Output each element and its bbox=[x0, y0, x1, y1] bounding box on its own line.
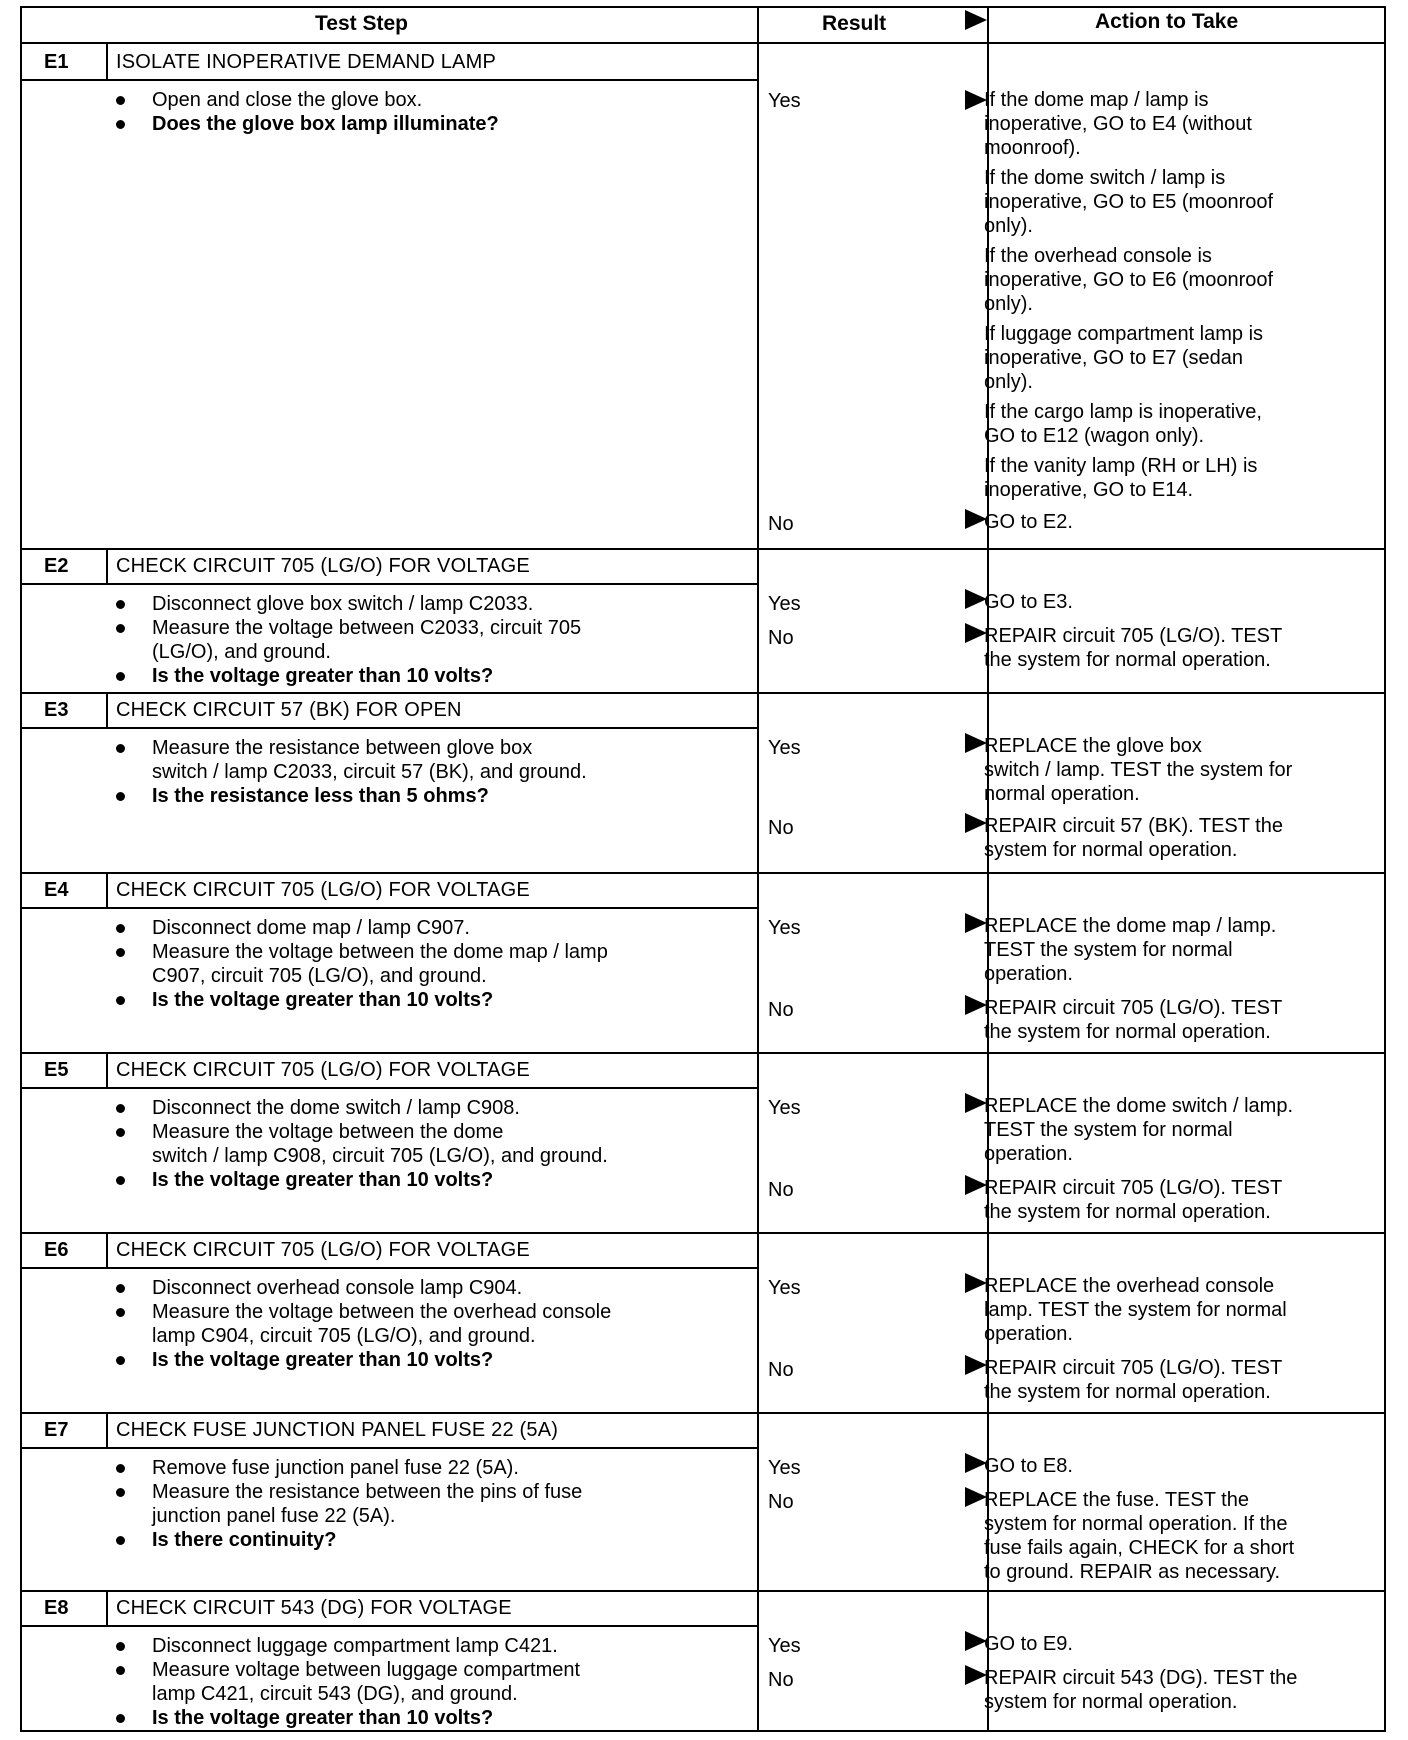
step-e2-top-border bbox=[20, 548, 1386, 550]
bullet-dot-icon bbox=[116, 600, 125, 609]
step-e1-yes-action-line: If the dome map / lamp is bbox=[984, 89, 1209, 111]
step-e8-id-divider bbox=[106, 1590, 108, 1626]
step-e1-title: ISOLATE INOPERATIVE DEMAND LAMP bbox=[116, 51, 496, 73]
step-e2-no-action-line: the system for normal operation. bbox=[984, 649, 1271, 671]
step-e4-top-border bbox=[20, 872, 1386, 874]
step-e5-top-border bbox=[20, 1052, 1386, 1054]
step-e3-yes-action-line: normal operation. bbox=[984, 783, 1140, 805]
step-e6-bullet-text: Measure the voltage between the overhead console bbox=[152, 1301, 612, 1323]
step-e8-yes-label: Yes bbox=[768, 1635, 801, 1657]
step-e6-yes-action-line: REPLACE the overhead console bbox=[984, 1275, 1275, 1297]
step-e2-bullet-text: Measure the voltage between C2033, circuit 705 bbox=[152, 617, 582, 639]
bullet-dot-icon bbox=[116, 120, 125, 129]
step-e2-yes-action-line: GO to E3. bbox=[984, 591, 1073, 613]
step-e6-bullet-text: Disconnect overhead console lamp C904. bbox=[152, 1277, 523, 1299]
step-e5-id: E5 bbox=[44, 1059, 69, 1081]
step-e7-bullet-text: junction panel fuse 22 (5A). bbox=[152, 1505, 396, 1527]
step-e3-title: CHECK CIRCUIT 57 (BK) FOR OPEN bbox=[116, 699, 462, 721]
header-result: Result bbox=[822, 12, 887, 35]
step-e8-no-label: No bbox=[768, 1669, 794, 1691]
step-e6-yes-label: Yes bbox=[768, 1277, 801, 1299]
step-e8-title: CHECK CIRCUIT 543 (DG) FOR VOLTAGE bbox=[116, 1597, 512, 1619]
step-e6-title: CHECK CIRCUIT 705 (LG/O) FOR VOLTAGE bbox=[116, 1239, 530, 1261]
step-e8-bullet-text: lamp C421, circuit 543 (DG), and ground. bbox=[152, 1683, 518, 1705]
step-e3-yes-action-line: switch / lamp. TEST the system for bbox=[984, 759, 1293, 781]
bullet-dot-icon bbox=[116, 1714, 125, 1723]
step-e8-yes-action-line: GO to E9. bbox=[984, 1633, 1073, 1655]
bullet-dot-icon bbox=[116, 1642, 125, 1651]
step-e3-bullet-text: Measure the resistance between glove box bbox=[152, 737, 533, 759]
step-e8-bullet-text: Measure voltage between luggage compartment bbox=[152, 1659, 581, 1681]
step-e5-yes-action-line: REPLACE the dome switch / lamp. bbox=[984, 1095, 1294, 1117]
step-e1-yes-action-line: only). bbox=[984, 293, 1033, 315]
step-e5-question-text: Is the voltage greater than 10 volts? bbox=[152, 1169, 494, 1191]
step-e2-id: E2 bbox=[44, 555, 69, 577]
step-e6-question-text: Is the voltage greater than 10 volts? bbox=[152, 1349, 494, 1371]
step-e6-yes-action-line: lamp. TEST the system for normal bbox=[984, 1299, 1287, 1321]
header-arrow-icon bbox=[965, 10, 987, 30]
step-e2-id-divider bbox=[106, 548, 108, 584]
step-e4-bullet-text: Disconnect dome map / lamp C907. bbox=[152, 917, 470, 939]
step-e4-no-label: No bbox=[768, 999, 794, 1021]
step-e1-id-divider bbox=[106, 44, 108, 80]
step-e2-title-divider bbox=[20, 583, 757, 585]
bullet-dot-icon bbox=[116, 1464, 125, 1473]
step-e6-no-action-line: REPAIR circuit 705 (LG/O). TEST bbox=[984, 1357, 1283, 1379]
header-divider bbox=[20, 42, 1386, 44]
step-e8-bullet-text: Disconnect luggage compartment lamp C421. bbox=[152, 1635, 558, 1657]
step-e7-no-action-line: to ground. REPAIR as necessary. bbox=[984, 1561, 1281, 1583]
step-e2-no-action-line: REPAIR circuit 705 (LG/O). TEST bbox=[984, 625, 1283, 647]
step-e8-id: E8 bbox=[44, 1597, 69, 1619]
step-e1-question-text: Does the glove box lamp illuminate? bbox=[152, 113, 499, 135]
step-e7-title-divider bbox=[20, 1447, 757, 1449]
bullet-dot-icon bbox=[116, 1666, 125, 1675]
step-e5-bullet-text: switch / lamp C908, circuit 705 (LG/O), and ground. bbox=[152, 1145, 608, 1167]
step-e7-id-divider bbox=[106, 1412, 108, 1448]
step-e8-question-text: Is the voltage greater than 10 volts? bbox=[152, 1707, 494, 1729]
step-e8-title-divider bbox=[20, 1625, 757, 1627]
step-e3-title-divider bbox=[20, 727, 757, 729]
bullet-dot-icon bbox=[116, 1284, 125, 1293]
step-e4-question-text: Is the voltage greater than 10 volts? bbox=[152, 989, 494, 1011]
step-e7-no-action-line: system for normal operation. If the bbox=[984, 1513, 1288, 1535]
step-e7-title: CHECK FUSE JUNCTION PANEL FUSE 22 (5A) bbox=[116, 1419, 559, 1441]
step-e3-id: E3 bbox=[44, 699, 69, 721]
step-e4-bullet-text: C907, circuit 705 (LG/O), and ground. bbox=[152, 965, 487, 987]
step-e1-yes-label: Yes bbox=[768, 90, 801, 112]
step-e7-yes-label: Yes bbox=[768, 1457, 801, 1479]
step-e8-no-action-line: system for normal operation. bbox=[984, 1691, 1238, 1713]
step-e4-yes-action-line: operation. bbox=[984, 963, 1073, 985]
bullet-dot-icon bbox=[116, 1128, 125, 1137]
step-e2-no-label: No bbox=[768, 627, 794, 649]
step-e2-bullet-text: Disconnect glove box switch / lamp C2033. bbox=[152, 593, 534, 615]
step-e5-title: CHECK CIRCUIT 705 (LG/O) FOR VOLTAGE bbox=[116, 1059, 530, 1081]
step-e1-no-action-line: GO to E2. bbox=[984, 511, 1073, 533]
step-e6-title-divider bbox=[20, 1267, 757, 1269]
step-e5-yes-label: Yes bbox=[768, 1097, 801, 1119]
step-e6-bullet-text: lamp C904, circuit 705 (LG/O), and ground. bbox=[152, 1325, 536, 1347]
step-e1-yes-action-line: GO to E12 (wagon only). bbox=[984, 425, 1205, 447]
step-e1-yes-action-line: only). bbox=[984, 215, 1033, 237]
step-e1-yes-action-line: If the dome switch / lamp is bbox=[984, 167, 1226, 189]
step-e4-yes-action-line: REPLACE the dome map / lamp. bbox=[984, 915, 1277, 937]
step-e7-id: E7 bbox=[44, 1419, 69, 1441]
step-e5-bullet-text: Disconnect the dome switch / lamp C908. bbox=[152, 1097, 520, 1119]
step-e1-title-divider bbox=[20, 79, 757, 81]
step-e4-bullet-text: Measure the voltage between the dome map / lamp bbox=[152, 941, 608, 963]
bullet-dot-icon bbox=[116, 924, 125, 933]
bullet-dot-icon bbox=[116, 96, 125, 105]
bullet-dot-icon bbox=[116, 996, 125, 1005]
step-e3-no-action-line: system for normal operation. bbox=[984, 839, 1238, 861]
step-e6-top-border bbox=[20, 1232, 1386, 1234]
step-e1-id: E1 bbox=[44, 51, 69, 73]
step-e6-no-label: No bbox=[768, 1359, 794, 1381]
step-e4-no-action-line: the system for normal operation. bbox=[984, 1021, 1271, 1043]
step-e1-yes-action-line: If the cargo lamp is inoperative, bbox=[984, 401, 1262, 423]
bullet-dot-icon bbox=[116, 1104, 125, 1113]
step-e4-id: E4 bbox=[44, 879, 69, 901]
step-e7-question-text: Is there continuity? bbox=[152, 1529, 337, 1551]
step-e7-no-action-line: REPLACE the fuse. TEST the bbox=[984, 1489, 1249, 1511]
step-e2-title: CHECK CIRCUIT 705 (LG/O) FOR VOLTAGE bbox=[116, 555, 530, 577]
step-e1-yes-action-line: inoperative, GO to E7 (sedan bbox=[984, 347, 1244, 369]
step-e3-no-action-line: REPAIR circuit 57 (BK). TEST the bbox=[984, 815, 1283, 837]
bullet-dot-icon bbox=[116, 1536, 125, 1545]
step-e5-title-divider bbox=[20, 1087, 757, 1089]
bullet-dot-icon bbox=[116, 948, 125, 957]
step-e5-id-divider bbox=[106, 1052, 108, 1088]
column-divider-result bbox=[757, 6, 759, 1732]
step-e7-bullet-text: Remove fuse junction panel fuse 22 (5A). bbox=[152, 1457, 519, 1479]
header-test-step: Test Step bbox=[315, 12, 408, 35]
step-e1-bullet-text: Open and close the glove box. bbox=[152, 89, 423, 111]
step-e6-yes-action-line: operation. bbox=[984, 1323, 1073, 1345]
step-e2-yes-label: Yes bbox=[768, 593, 801, 615]
step-e1-yes-action-line: inoperative, GO to E4 (without bbox=[984, 113, 1252, 135]
step-e5-yes-action-line: TEST the system for normal bbox=[984, 1119, 1233, 1141]
step-e1-yes-action-line: If the overhead console is bbox=[984, 245, 1212, 267]
step-e5-no-action-line: REPAIR circuit 705 (LG/O). TEST bbox=[984, 1177, 1283, 1199]
step-e3-top-border bbox=[20, 692, 1386, 694]
step-e2-bullet-text: (LG/O), and ground. bbox=[152, 641, 331, 663]
step-e6-id: E6 bbox=[44, 1239, 69, 1261]
step-e1-yes-action-line: inoperative, GO to E14. bbox=[984, 479, 1194, 501]
bullet-dot-icon bbox=[116, 1176, 125, 1185]
step-e8-top-border bbox=[20, 1590, 1386, 1592]
step-e8-no-action-line: REPAIR circuit 543 (DG). TEST the bbox=[984, 1667, 1298, 1689]
bullet-dot-icon bbox=[116, 624, 125, 633]
step-e1-yes-action-line: only). bbox=[984, 371, 1033, 393]
step-e7-bullet-text: Measure the resistance between the pins of fuse bbox=[152, 1481, 583, 1503]
step-e5-bullet-text: Measure the voltage between the dome bbox=[152, 1121, 504, 1143]
step-e5-no-action-line: the system for normal operation. bbox=[984, 1201, 1271, 1223]
step-e4-title-divider bbox=[20, 907, 757, 909]
step-e2-question-text: Is the voltage greater than 10 volts? bbox=[152, 665, 494, 687]
bullet-dot-icon bbox=[116, 1308, 125, 1317]
step-e1-yes-action-line: inoperative, GO to E6 (moonroof bbox=[984, 269, 1274, 291]
step-e5-no-label: No bbox=[768, 1179, 794, 1201]
step-e7-yes-action-line: GO to E8. bbox=[984, 1455, 1073, 1477]
step-e5-yes-action-line: operation. bbox=[984, 1143, 1073, 1165]
step-e1-yes-action-line: If luggage compartment lamp is bbox=[984, 323, 1264, 345]
step-e1-no-label: No bbox=[768, 513, 794, 535]
step-e3-yes-action-line: REPLACE the glove box bbox=[984, 735, 1202, 757]
header-action: Action to Take bbox=[1095, 10, 1239, 33]
step-e7-no-label: No bbox=[768, 1491, 794, 1513]
step-e3-bullet-text: switch / lamp C2033, circuit 57 (BK), and ground. bbox=[152, 761, 587, 783]
step-e4-id-divider bbox=[106, 872, 108, 908]
bullet-dot-icon bbox=[116, 744, 125, 753]
step-e3-id-divider bbox=[106, 692, 108, 728]
step-e3-question-text: Is the resistance less than 5 ohms? bbox=[152, 785, 489, 807]
step-e4-title: CHECK CIRCUIT 705 (LG/O) FOR VOLTAGE bbox=[116, 879, 530, 901]
bullet-dot-icon bbox=[116, 792, 125, 801]
step-e1-yes-action-line: moonroof). bbox=[984, 137, 1081, 159]
bullet-dot-icon bbox=[116, 1356, 125, 1365]
step-e4-yes-label: Yes bbox=[768, 917, 801, 939]
step-e6-no-action-line: the system for normal operation. bbox=[984, 1381, 1271, 1403]
step-e3-no-label: No bbox=[768, 817, 794, 839]
bullet-dot-icon bbox=[116, 672, 125, 681]
step-e4-yes-action-line: TEST the system for normal bbox=[984, 939, 1233, 961]
step-e7-no-action-line: fuse fails again, CHECK for a short bbox=[984, 1537, 1295, 1559]
step-e7-top-border bbox=[20, 1412, 1386, 1414]
step-e1-yes-action-line: inoperative, GO to E5 (moonroof bbox=[984, 191, 1274, 213]
step-e1-yes-action-line: If the vanity lamp (RH or LH) is bbox=[984, 455, 1258, 477]
step-e3-yes-label: Yes bbox=[768, 737, 801, 759]
step-e6-id-divider bbox=[106, 1232, 108, 1268]
step-e4-no-action-line: REPAIR circuit 705 (LG/O). TEST bbox=[984, 997, 1283, 1019]
bullet-dot-icon bbox=[116, 1488, 125, 1497]
